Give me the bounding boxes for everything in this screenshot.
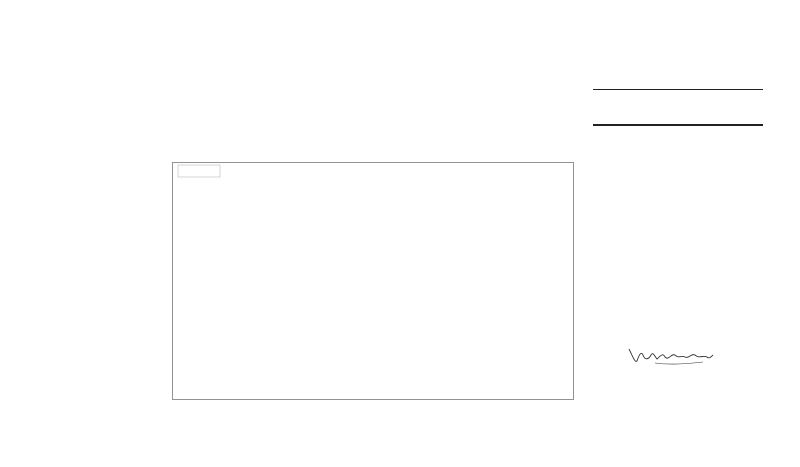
- signature: [625, 343, 715, 369]
- composition-table: [593, 89, 763, 126]
- table-header: [593, 89, 763, 125]
- table-bottom-rule: [593, 125, 763, 126]
- chromatogram-legend-box: [178, 165, 220, 177]
- chromatogram-frame: [173, 163, 574, 400]
- chromatogram: [172, 162, 574, 400]
